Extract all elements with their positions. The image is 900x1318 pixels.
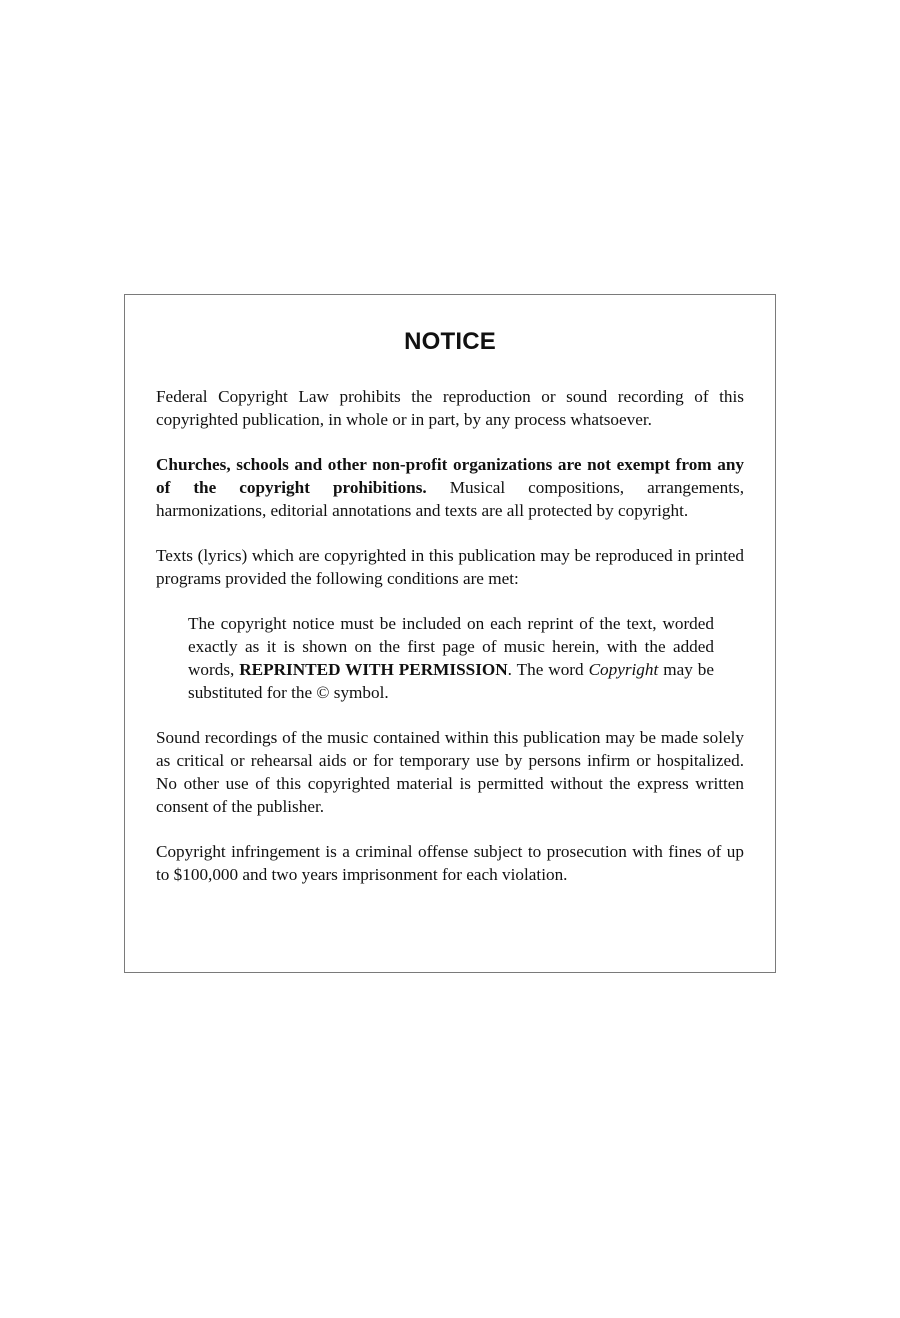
paragraph-3-text: Texts (lyrics) which are copyrighted in this publication may be reproduced in printed programs provided the following conditions are met:	[156, 546, 744, 588]
paragraph-lyrics-conditions	[156, 544, 744, 590]
paragraph-reproduction-prohibited	[156, 385, 744, 431]
paragraph-sound-recordings	[156, 726, 744, 818]
paragraph-2-text: Musical compositions, arrangements, harmonizations, editorial annotations and texts are all protected by copyright.	[156, 478, 744, 520]
paragraph-infringement-penalty	[156, 840, 744, 886]
paragraph-1-text: Federal Copyright Law prohibits the reproduction or sound recording of this copyrighted publication, in whole or in part, by any process whatsoever.	[156, 387, 744, 429]
reprinted-with-permission-text: REPRINTED WITH PERMISSION	[239, 660, 508, 679]
paragraph-not-exempt	[156, 453, 744, 522]
indented-text-part-3: may be substituted for the © symbol.	[188, 660, 714, 702]
paragraph-2-bold-text: Churches, schools and other non-profit organizations are not exempt from any of the copyright prohibitions.	[156, 455, 744, 497]
paragraph-reprint-requirements	[188, 612, 714, 704]
notice-box	[124, 294, 776, 973]
paragraph-5-text: Copyright infringement is a criminal offense subject to prosecution with fines of up to $100,000 and two years imprisonment for each violation.	[156, 842, 744, 884]
paragraph-4-text: Sound recordings of the music contained within this publication may be made solely as critical or rehearsal aids or for temporary use by persons infirm or hospitalized. No other use of this copyrighted material is permitted without the express written consent of the publisher.	[156, 728, 744, 816]
indented-text-part-2: . The word	[507, 660, 589, 679]
notice-title: NOTICE	[404, 328, 496, 355]
copyright-word-italic: Copyright	[588, 660, 659, 679]
indented-text-part-1: The copyright notice must be included on each reprint of the text, worded exactly as it is shown on the first page of music herein, with the added words,	[188, 614, 714, 679]
